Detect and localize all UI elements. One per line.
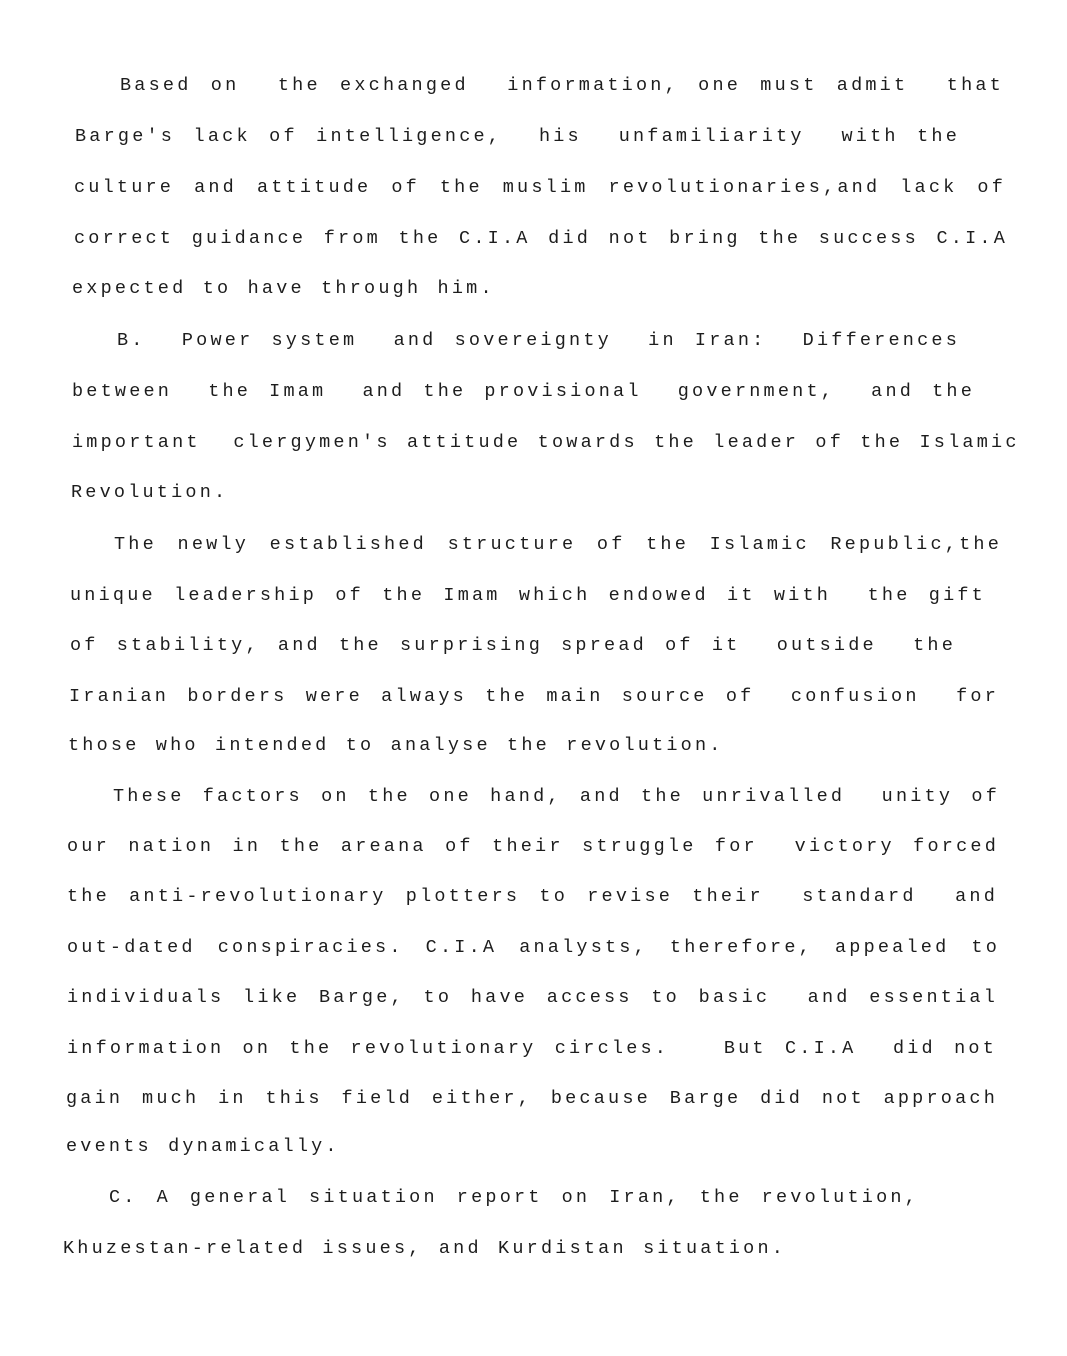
paragraph-2-line-4: Iranian borders were always the main source of confusion for: [69, 686, 999, 707]
section-c-heading-line-1: C. A general situation report on Iran, the revolution,: [109, 1187, 919, 1208]
paragraph-3-line-6: information on the revolutionary circles. But C.I.A did not: [67, 1038, 997, 1059]
paragraph-3-line-7: gain much in this field either, because Barge did not approach: [66, 1088, 998, 1109]
paragraph-1-line-3: culture and attitude of the muslim revolutionaries,and lack of: [74, 177, 1006, 198]
paragraph-3-line-8: events dynamically.: [66, 1136, 340, 1157]
paragraph-3-line-4: out-dated conspiracies. C.I.A analysts, therefore, appealed to: [67, 937, 1000, 958]
paragraph-1-line-1: Based on the exchanged information, one must admit that: [120, 75, 1004, 96]
paragraph-2-line-3: of stability, and the surprising spread of it outside the: [70, 635, 956, 656]
paragraph-1-line-2: Barge's lack of intelligence, his unfamiliarity with the: [75, 126, 960, 147]
paragraph-3-line-2: our nation in the areana of their struggle for victory forced: [67, 836, 999, 857]
paragraph-2-line-5: those who intended to analyse the revolution.: [68, 735, 724, 756]
section-b-heading-line-1: B. Power system and sovereignty in Iran: Differences: [117, 330, 960, 351]
section-c-heading-line-2: Khuzestan-related issues, and Kurdistan situation.: [63, 1238, 787, 1259]
paragraph-2-line-2: unique leadership of the Imam which endowed it with the gift: [70, 585, 986, 606]
paragraph-3-line-1: These factors on the one hand, and the unrivalled unity of: [113, 786, 1000, 807]
paragraph-1-line-5: expected to have through him.: [72, 278, 495, 299]
paragraph-2-line-1: The newly established structure of the Islamic Republic,the: [114, 534, 1002, 555]
section-b-heading-line-4: Revolution.: [71, 482, 229, 503]
section-b-heading-line-3: important clergymen's attitude towards the leader of the Islamic: [72, 432, 1020, 453]
paragraph-1-line-4: correct guidance from the C.I.A did not bring the success C.I.A: [74, 228, 1008, 249]
paragraph-3-line-3: the anti-revolutionary plotters to revise their standard and: [67, 886, 998, 907]
paragraph-3-line-5: individuals like Barge, to have access to basic and essential: [67, 987, 998, 1008]
section-b-heading-line-2: between the Imam and the provisional government, and the: [72, 381, 975, 402]
